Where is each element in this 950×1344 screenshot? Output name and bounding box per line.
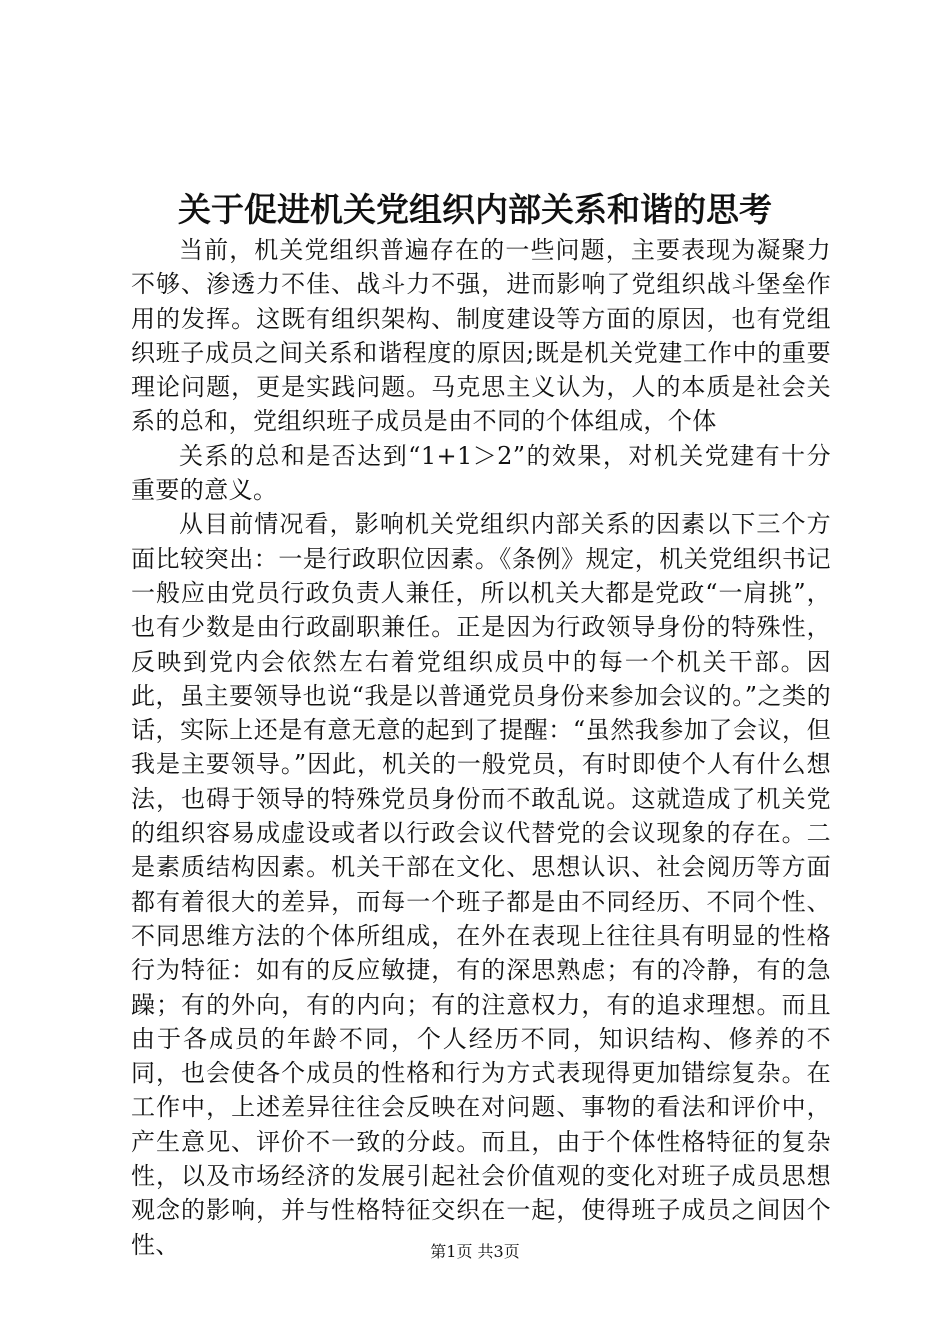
paragraph-intro: 当前，机关党组织普遍存在的一些问题，主要表现为凝聚力不够、渗透力不佳、战斗力不强，进而影响了党组织战斗堡垒作用的发挥。这既有组织架构、制度建设等方面的原因，也有党组织班子成员之间关系和谐程度的原因;既是机关党建工作中的重要理论问题，更是实践问题。马克思主义认为，人的本质是社会关系的总和，党组织班子成员是由不同的个体组成，个体 xyxy=(131,236,831,436)
paragraph-factors: 从目前情况看，影响机关党组织内部关系的因素以下三个方面比较突出：一是行政职位因素。《条例》规定，机关党组织书记一般应由党员行政负责人兼任，所以机关大都是党政“一肩挑”，也有少数是由行政副职兼任。正是因为行政领导身份的特殊性，反映到党内会依然左右着党组织成员中的每一个机关干部。因此，虽主要领导也说“我是以普通党员身份来参加会议的。”之类的话，实际上还是有意无意的起到了提醒：“虽然我参加了会议，但我是主要领导。”因此，机关的一般党员，有时即使个人有什么想法，也碍于领导的特殊党员身份而不敢乱说。这就造成了机关党的组织容易成虚设或者以行政会议代替党的会议现象的存在。二是素质结构因素。机关干部在文化、思想认识、社会阅历等方面都有着很大的差异，而每一个班子都是由不同经历、不同个性、不同思维方法的个体所组成，在外在表现上往往具有明显的性格行为特征：如有的反应敏捷，有的深思熟虑；有的冷静，有的急躁；有的外向，有的内向；有的注意权力，有的追求理想。而且由于各成员的年龄不同，个人经历不同，知识结构、修养的不同，也会使各个成员的性格和行为方式表现得更加错综复杂。在工作中，上述差异往往会反映在对问题、事物的看法和评价中，产生意见、评价不一致的分歧。而且，由于个体性格特征的复杂性，以及市场经济的发展引起社会价值观的变化对班子成员思想观念的影响，并与性格特征交织在一起，使得班子成员之间因个性、 xyxy=(131,510,831,1259)
document-title: 关于促进机关党组织内部关系和谐的思考 xyxy=(178,190,772,229)
paragraph-relations: 关系的总和是否达到“1+1＞2”的效果，对机关党建有十分重要的意义。 xyxy=(131,441,831,505)
page-footer: 第1页 共3页 xyxy=(430,1242,520,1261)
document-body xyxy=(131,233,831,1262)
